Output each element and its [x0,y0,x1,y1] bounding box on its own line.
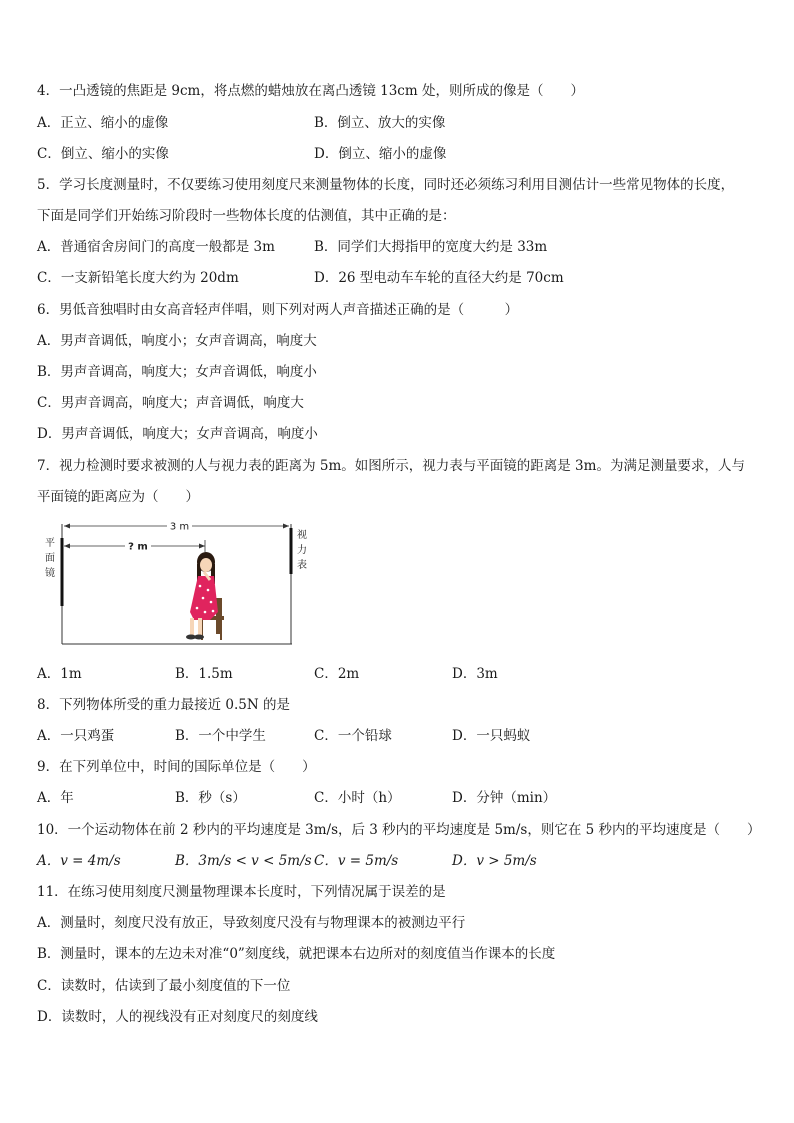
q9-options-row [37,789,767,807]
q4-option-c: C．倒立、缩小的实像 [37,146,169,162]
q5-option-c: C．一支新铅笔长度大约为 20dm [37,270,239,286]
q8-option-a: A．一只鸡蛋 [37,728,115,744]
q8-option-c: C．一个铅球 [314,728,392,744]
q7-stem-line1: 7．视力检测时要求被测的人与视力表的距离为 5m。如图所示，视力表与平面镜的距离是 3m。为满足测量要求，人与 [37,458,745,474]
chart-label-1: 视 [297,530,307,541]
q7-option-c: C．2m [314,666,360,682]
q4-option-a: A．正立、缩小的虚像 [37,115,169,131]
q10-option-d: D．v > 5m/s [452,853,537,869]
q10-option-c: C．v = 5m/s [314,853,399,869]
q10-option-b: B．3m/s < v < 5m/s [175,853,312,869]
q10-stem: 10．一个运动物体在前 2 秒内的平均速度是 3m/s，后 3 秒内的平均速度是 5m/s，则它在 5 秒内的平均速度是（ ） [37,822,761,838]
q8-option-d: D．一只蚂蚁 [452,728,531,744]
q4-options-row1 [37,114,767,132]
q6-option-b: B．男声音调高，响度大；女声音调低，响度小 [37,364,317,380]
q11-option-a: A．测量时，刻度尺没有放正，导致刻度尺没有与物理课本的被测边平行 [37,915,466,931]
q5-option-a: A．普通宿舍房间门的高度一般都是 3m [37,239,275,255]
label-unknown: ? m [128,541,148,553]
dim-3m-arrow-right [283,524,289,529]
eye-chart [290,528,293,574]
q6-option-c: C．男声音调高，响度大；声音调低，响度大 [37,395,304,411]
q5-stem-line1: 5．学习长度测量时，不仅要练习使用刻度尺来测量物体的长度，同时还必须练习利用目测估计一些常见物体的长度， [37,177,735,193]
q6-option-d: D．男声音调低，响度大；女声音调高，响度小 [37,426,318,442]
q11-option-b: B．测量时，课本的左边未对准“0”刻度线，就把课本右边所对的刻度值当作课本的长度 [37,946,556,962]
q7-diagram [40,516,307,648]
q10-options-row [37,852,767,870]
q5-option-d: D．26 型电动车车轮的直径大约是 70cm [314,270,564,286]
q5-options-row1 [37,238,767,256]
q7-stem-line2: 平面镜的距离应为（ ） [37,489,199,505]
chart-label-3: 表 [297,560,307,571]
dim-unknown-arrow-left [64,544,70,549]
chart-label-2: 力 [297,545,307,556]
q7-option-a: A．1m [37,666,82,682]
q4-options-row2 [37,145,767,163]
q5-stem-line2: 下面是同学们开始练习阶段时一些物体长度的估测值，其中正确的是： [37,208,456,224]
q9-option-a: A．年 [37,790,74,806]
q4-option-b: B．倒立、放大的实像 [314,115,446,131]
mirror-label-2: 面 [45,553,55,564]
q11-option-c: C．读数时，估读到了最小刻度值的下一位 [37,978,291,994]
q8-option-b: B．一个中学生 [175,728,266,744]
q10-option-a: A．v = 4m/s [37,853,121,869]
q5-option-b: B．同学们大拇指甲的宽度大约是 33m [314,239,548,255]
q7-option-d: D．3m [452,666,498,682]
q7-figure [40,516,307,648]
q11-option-d: D．读数时，人的视线没有正对刻度尺的刻度线 [37,1009,318,1025]
mirror-label-3: 镜 [45,568,55,579]
q9-stem: 9．在下列单位中，时间的国际单位是（ ） [37,759,316,775]
q9-option-c: C．小时（h） [314,790,401,806]
mirror-label-1: 平 [45,538,55,549]
label-3m: 3 m [169,521,190,533]
q4-stem: 4．一凸透镜的焦距是 9cm，将点燃的蜡烛放在离凸透镜 13cm 处，则所成的像是（ ） [37,83,584,99]
q9-option-d: D．分钟（min） [452,790,557,806]
q8-stem: 8．下列物体所受的重力最接近 0.5N 的是 [37,697,290,713]
q6-option-a: A．男声音调低，响度小；女声音调高，响度大 [37,333,317,349]
q11-stem: 11．在练习使用刻度尺测量物理课本长度时，下列情况属于误差的是 [37,884,446,900]
mirror [61,538,64,606]
q9-option-b: B．秒（s） [175,790,246,806]
q4-option-d: D．倒立、缩小的虚像 [314,146,447,162]
dim-3m-arrow-left [64,524,70,529]
q8-options-row [37,727,767,745]
q6-stem: 6．男低音独唱时由女高音轻声伴唱，则下列对两人声音描述正确的是（ ） [37,302,519,318]
q7-options-row [37,665,767,683]
seated-girl [186,552,224,640]
q7-option-b: B．1.5m [175,666,233,682]
q5-options-row2 [37,269,767,287]
dim-unknown-arrow-right [199,544,205,549]
